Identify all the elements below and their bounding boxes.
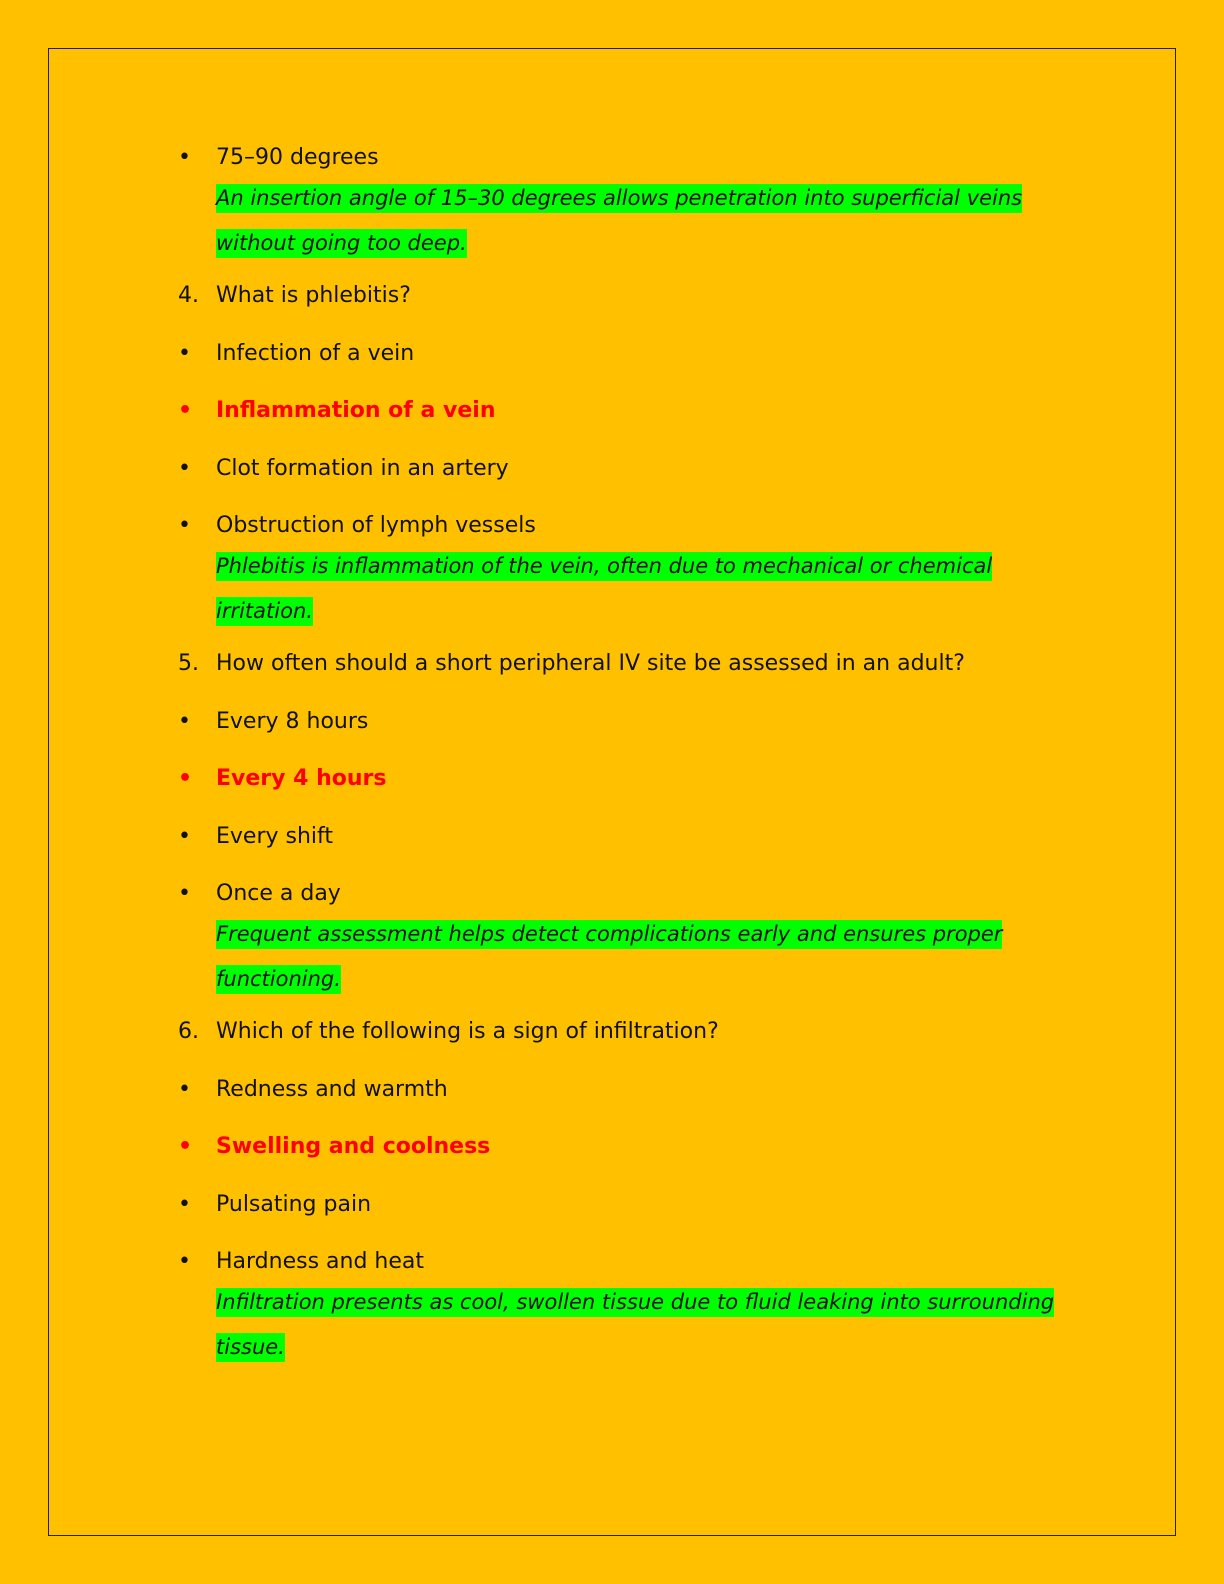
- bullet-icon: •: [178, 145, 191, 170]
- question-text: How often should a short peripheral IV site be assessed in an adult?: [216, 651, 965, 676]
- option-text: Every shift: [216, 823, 334, 849]
- explanation: [178, 544, 1076, 634]
- option-item: [178, 336, 1078, 372]
- bullet-icon: •: [178, 1134, 193, 1159]
- option-text: Inflammation of a vein: [216, 398, 496, 423]
- option-text: Pulsating pain: [216, 1191, 372, 1217]
- question-number: 6.: [178, 1019, 199, 1044]
- question-text: Which of the following is a sign of infiltration?: [216, 1019, 719, 1044]
- option-item: [178, 704, 1078, 740]
- option-item-correct: [178, 393, 1078, 429]
- option-item: [178, 1072, 1078, 1108]
- option-text: Infection of a vein: [216, 340, 415, 366]
- bullet-icon: •: [178, 513, 191, 538]
- bullet-icon: •: [178, 398, 193, 423]
- question-number: 4.: [178, 283, 199, 308]
- option-text: Once a day: [216, 881, 341, 906]
- explanation-text: Infiltration presents as cool, swollen tissue due to fluid leaking into surrounding tissue.: [216, 1288, 1054, 1362]
- option-item: [178, 451, 1078, 487]
- bullet-icon: •: [178, 1076, 191, 1102]
- document-content: [178, 140, 1078, 1382]
- explanation: [178, 176, 1076, 266]
- option-text: Every 4 hours: [216, 766, 387, 791]
- option-item: [178, 140, 1078, 176]
- option-text: Hardness and heat: [216, 1249, 425, 1274]
- option-text: Swelling and coolness: [216, 1134, 491, 1159]
- bullet-icon: •: [178, 881, 191, 906]
- bullet-icon: •: [178, 823, 191, 849]
- explanation-text: An insertion angle of 15–30 degrees allows penetration into superficial veins without going too deep.: [216, 184, 1022, 258]
- bullet-icon: •: [178, 340, 191, 366]
- explanation-text: Frequent assessment helps detect complications early and ensures proper functioning.: [216, 920, 1002, 994]
- option-item: [178, 819, 1078, 855]
- option-text: Clot formation in an artery: [216, 455, 509, 481]
- question-6: [178, 1014, 1078, 1050]
- option-item: [178, 508, 1078, 544]
- question-4: [178, 278, 1078, 314]
- option-text: Every 8 hours: [216, 708, 369, 734]
- option-item: [178, 876, 1078, 912]
- option-item-correct: [178, 761, 1078, 797]
- bullet-icon: •: [178, 1249, 191, 1274]
- question-5: [178, 646, 1078, 682]
- option-text: Redness and warmth: [216, 1076, 448, 1102]
- explanation: [178, 912, 1076, 1002]
- question-number: 5.: [178, 651, 199, 676]
- explanation-text: Phlebitis is inflammation of the vein, often due to mechanical or chemical irritation.: [216, 552, 992, 626]
- question-text: What is phlebitis?: [216, 283, 411, 308]
- bullet-icon: •: [178, 708, 191, 734]
- bullet-icon: •: [178, 455, 191, 481]
- option-item: [178, 1244, 1078, 1280]
- bullet-icon: •: [178, 1191, 191, 1217]
- bullet-icon: •: [178, 766, 193, 791]
- option-text: Obstruction of lymph vessels: [216, 513, 536, 538]
- option-item-correct: [178, 1129, 1078, 1165]
- explanation: [178, 1280, 1076, 1370]
- option-text: 75–90 degrees: [216, 145, 379, 170]
- option-item: [178, 1187, 1078, 1223]
